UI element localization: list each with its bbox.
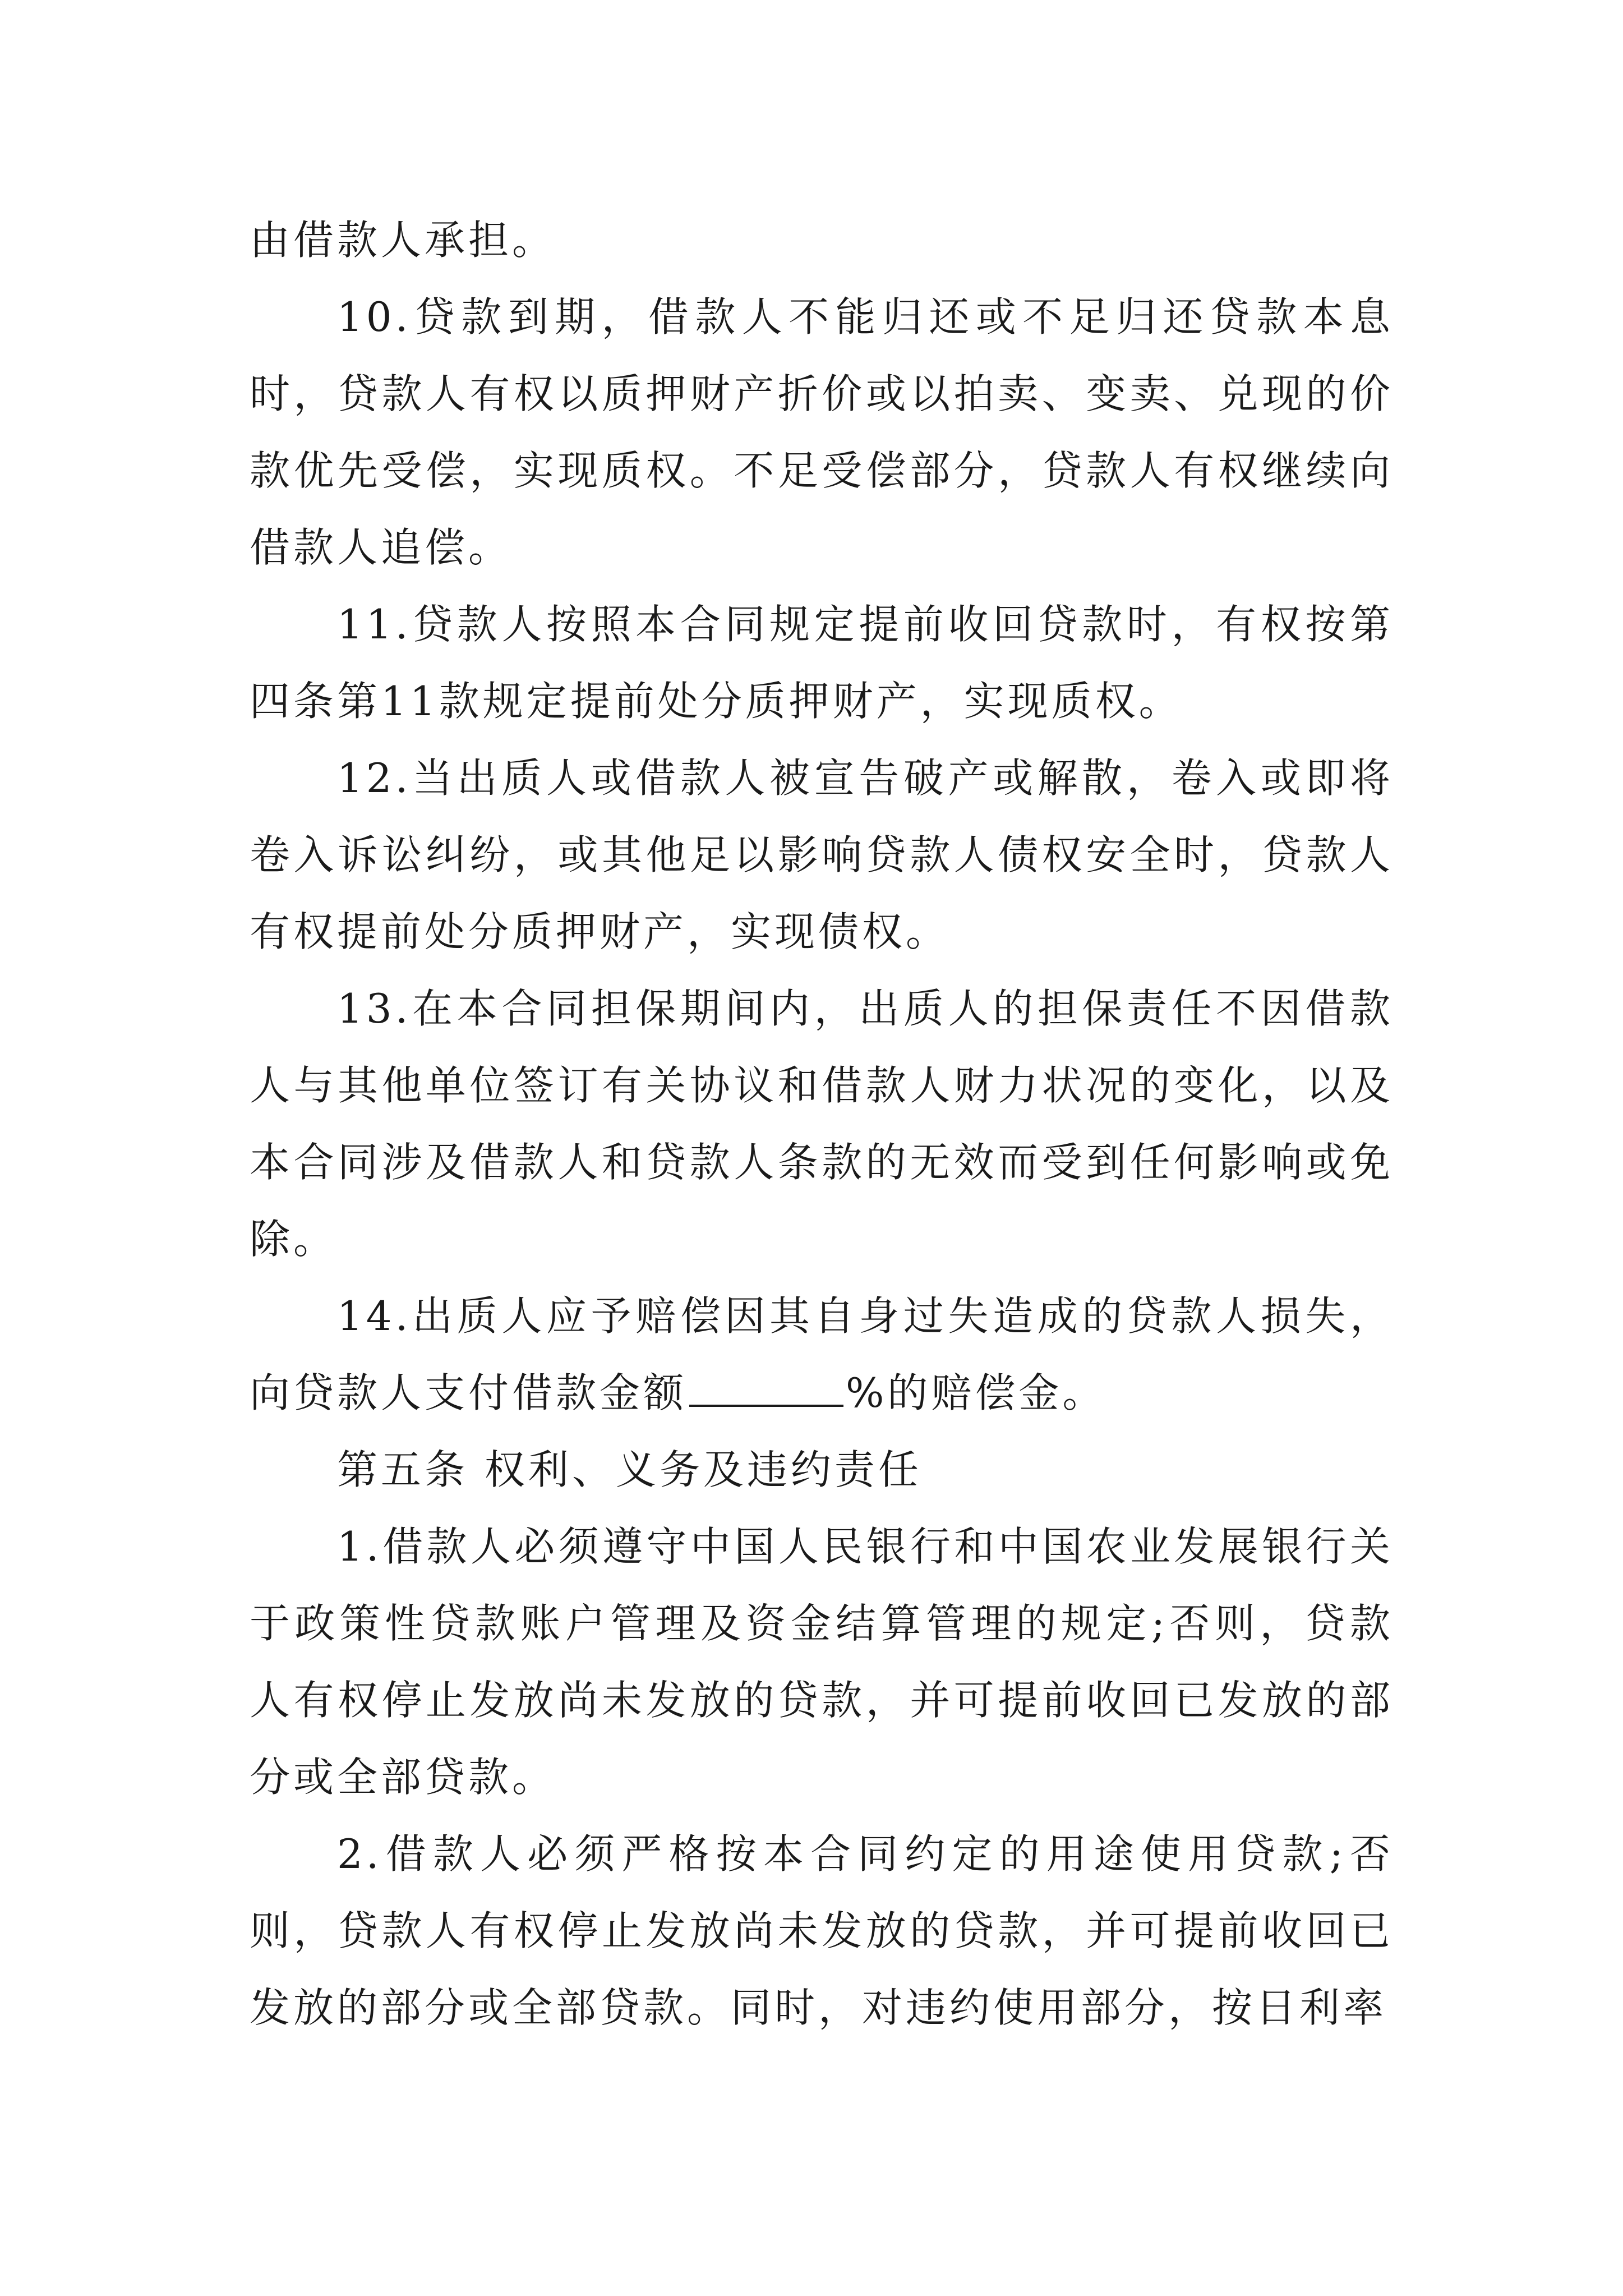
clause-11: 11.贷款人按照本合同规定提前收回贷款时，有权按第四条第11款规定提前处分质押财产，实现质权。: [250, 601, 1394, 725]
clause-14: [250, 1278, 1394, 1432]
clause-14-text-end: %的赔偿金。: [846, 1369, 1106, 1416]
article-5-heading: 第五条 权利、义务及违约责任: [337, 1446, 922, 1493]
clause-14-text-start: 14.出质人应予赔偿因其自身过失造成的贷款人损失，向贷款人支付借款金额: [250, 1292, 1394, 1416]
paragraph-continuation: 由借款人承担。: [250, 217, 556, 264]
clause-12: 12.当出质人或借款人被宣告破产或解散，卷入或即将卷入诉讼纠纷，或其他足以影响贷款人债权安全时，贷款人有权提前处分质押财产，实现债权。: [250, 754, 1394, 955]
contract-text: [250, 202, 1394, 2046]
article-5-clause-1: 1.借款人必须遵守中国人民银行和中国农业发展银行关于政策性贷款账户管理及资金结算管理的规定;否则，贷款人有权停止发放尚未发放的贷款，并可提前收回已发放的部分或全部贷款。: [250, 1523, 1394, 1801]
clause-13: 13.在本合同担保期间内，出质人的担保责任不因借款人与其他单位签订有关协议和借款人财力状况的变化，以及本合同涉及借款人和贷款人条款的无效而受到任何影响或免除。: [250, 985, 1394, 1263]
clause-10: 10.贷款到期，借款人不能归还或不足归还贷款本息时，贷款人有权以质押财产折价或以拍卖、变卖、兑现的价款优先受偿，实现质权。不足受偿部分，贷款人有权继续向借款人追偿。: [250, 293, 1394, 571]
article-5-clause-2: 2.借款人必须严格按本合同约定的用途使用贷款;否则，贷款人有权停止发放尚未发放的贷款，并可提前收回已发放的部分或全部贷款。同时，对违约使用部分，按日利率: [250, 1830, 1394, 2031]
fill-in-blank: [689, 1371, 843, 1407]
